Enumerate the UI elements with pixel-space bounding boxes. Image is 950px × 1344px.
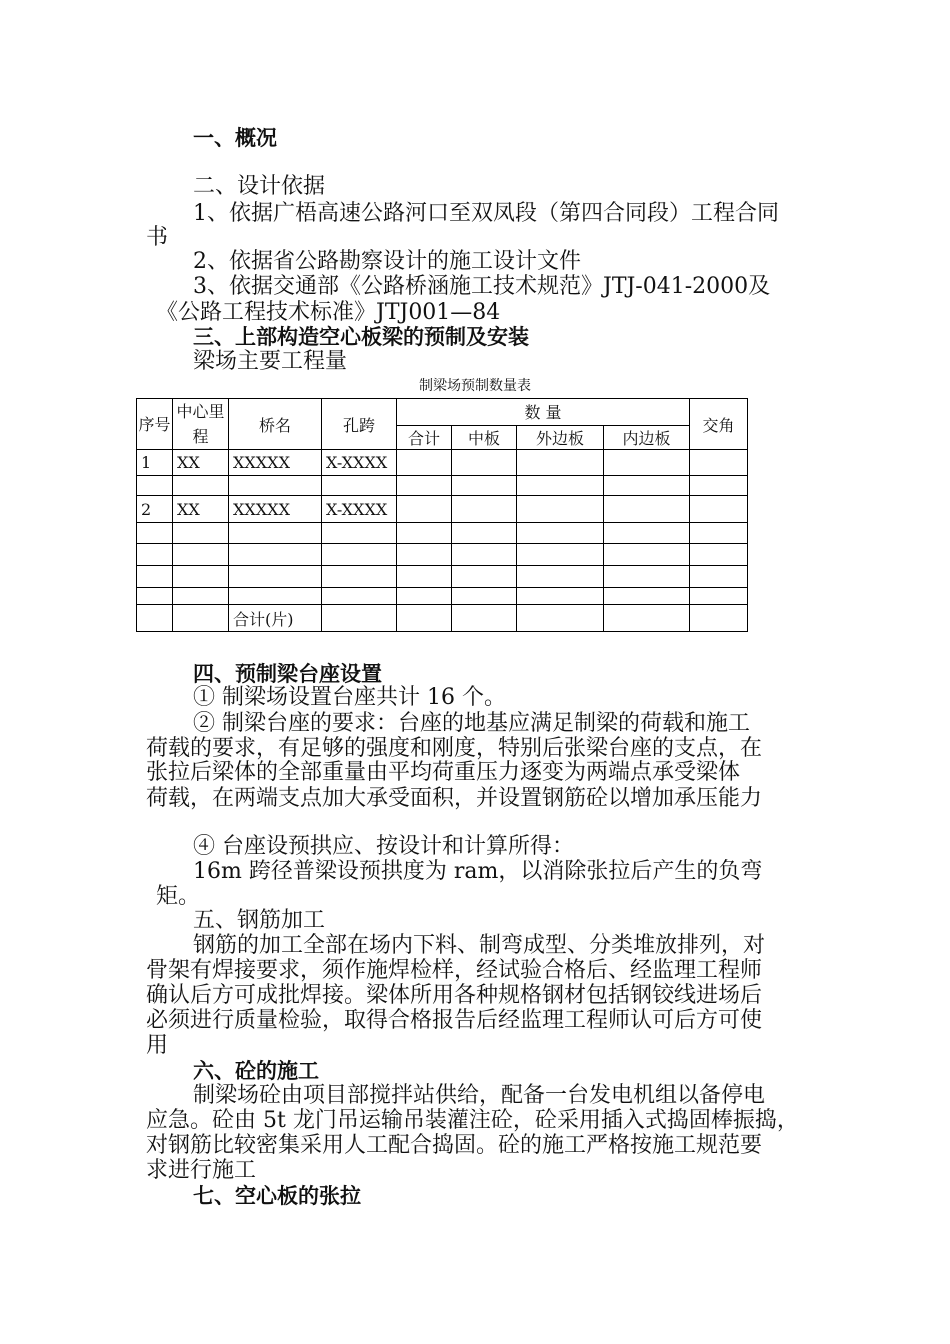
table-row: [137, 496, 748, 523]
table-cell: [452, 544, 517, 566]
pedestal-item-2: ② 制梁台座的要求：台座的地基应满足制梁的荷载和施工: [193, 711, 750, 736]
table-cell: [517, 450, 604, 476]
header-quantity: 数 量: [397, 399, 690, 426]
header-total: 合计: [397, 425, 452, 449]
table-cell: [137, 605, 173, 632]
table-cell: [690, 450, 748, 476]
header-angle: 交角: [690, 399, 748, 450]
table-cell: [229, 476, 322, 496]
table-cell: 2: [137, 496, 173, 523]
table-cell: [173, 566, 229, 588]
header-inner: 内边板: [604, 425, 690, 449]
table-cell: [690, 523, 748, 544]
table-row: [137, 450, 748, 476]
table-cell: [397, 496, 452, 523]
table-cell: [452, 588, 517, 605]
table-cell: [322, 588, 397, 605]
table-cell: [322, 523, 397, 544]
table-cell: [604, 523, 690, 544]
table-cell: [397, 476, 452, 496]
table-cell: XXXXX: [229, 450, 322, 476]
table-cell: [690, 566, 748, 588]
table-cell: XX: [173, 450, 229, 476]
table-cell: [604, 496, 690, 523]
heading-concrete: 六、砼的施工: [193, 1059, 319, 1083]
subheading-quantities: 梁场主要工程量: [193, 349, 348, 374]
table-cell: [517, 544, 604, 566]
table-cell: [452, 566, 517, 588]
table-cell: [452, 523, 517, 544]
table-cell: [322, 476, 397, 496]
table-cell: [397, 588, 452, 605]
table-cell: [517, 566, 604, 588]
header-seq: 序号: [137, 399, 173, 450]
table-row: [137, 566, 748, 588]
table-cell: XX: [173, 496, 229, 523]
basis-item-1-cont: 书: [146, 225, 169, 250]
table-cell: [517, 605, 604, 632]
table-cell: [397, 605, 452, 632]
concrete-line-2: 应急。砼由 5t 龙门吊运输吊装灌注砼，砼采用插入式捣固棒振捣，: [146, 1108, 799, 1133]
header-span: 孔跨: [322, 399, 397, 450]
table-cell: [173, 476, 229, 496]
heading-design-basis: 二、设计依据: [193, 174, 326, 199]
table-cell: [452, 450, 517, 476]
table-cell: [397, 566, 452, 588]
table-row: [137, 476, 748, 496]
pedestal-item-4: ④ 台座设预拱应、按设计和计算所得：: [193, 834, 574, 859]
pedestal-item-2-line2: 荷载的要求，有足够的强度和刚度，特别后张梁台座的支点，在: [146, 736, 763, 761]
table-cell: [137, 566, 173, 588]
table-row: [137, 605, 748, 632]
table-cell: [173, 523, 229, 544]
rebar-line-4: 必须进行质量检验，取得合格报告后经监理工程师认可后方可使: [146, 1008, 763, 1033]
header-outer: 外边板: [517, 425, 604, 449]
heading-overview: 一、概况: [193, 126, 277, 150]
concrete-line-3: 对钢筋比较密集采用人工配合捣固。砼的施工严格按施工规范要: [146, 1133, 763, 1158]
table-row: [137, 523, 748, 544]
table-cell: [229, 566, 322, 588]
rebar-line-3: 确认后方可成批焊接。梁体所用各种规格钢材包括钢铰线进场后: [146, 983, 763, 1008]
table-cell: [137, 476, 173, 496]
table-cell: [452, 496, 517, 523]
table-cell: [322, 605, 397, 632]
pedestal-item-1: ① 制梁场设置台座共计 16 个。: [193, 685, 506, 710]
rebar-line-5: 用: [146, 1033, 169, 1058]
basis-item-1: 1、依据广梧高速公路河口至双凤段（第四合同段）工程合同: [193, 201, 779, 226]
table-caption: 制梁场预制数量表: [419, 378, 531, 394]
table-cell: 合计(片): [229, 605, 322, 632]
rebar-line-2: 骨架有焊接要求，须作施焊检样，经试验合格后、经监理工程师: [146, 958, 763, 983]
table-cell: [173, 588, 229, 605]
basis-item-3: 3、依据交通部《公路桥涵施工技术规范》JTJ-041-2000及: [193, 274, 771, 299]
table-cell: [137, 523, 173, 544]
heading-rebar: 五、钢筋加工: [193, 908, 326, 933]
table-cell: [690, 476, 748, 496]
quantity-table: [136, 398, 748, 632]
heading-precast: 三、上部构造空心板梁的预制及安装: [193, 325, 529, 349]
table-cell: [604, 566, 690, 588]
table-cell: [690, 588, 748, 605]
table-cell: [322, 566, 397, 588]
pedestal-item-2-line3: 张拉后梁体的全部重量由平均荷重压力逐变为两端点承受梁体: [146, 760, 741, 785]
table-cell: [397, 523, 452, 544]
table-cell: 1: [137, 450, 173, 476]
pedestal-item-5: 16m 跨径普梁设预拱度为 ram，以消除张拉后产生的负弯: [193, 859, 763, 884]
rebar-line-1: 钢筋的加工全部在场内下料、制弯成型、分类堆放排列，对: [193, 933, 766, 958]
table-cell: [604, 588, 690, 605]
pedestal-item-5-cont: 矩。: [156, 884, 201, 909]
table-cell: [452, 605, 517, 632]
table-cell: [173, 605, 229, 632]
table-cell: [604, 450, 690, 476]
table-cell: [173, 544, 229, 566]
table-cell: [517, 588, 604, 605]
table-row: [137, 544, 748, 566]
table-cell: [229, 544, 322, 566]
table-cell: [690, 605, 748, 632]
table-cell: [229, 588, 322, 605]
header-bridge: 桥名: [229, 399, 322, 450]
table-cell: [397, 544, 452, 566]
table-cell: XXXXX: [229, 496, 322, 523]
heading-tensioning: 七、空心板的张拉: [193, 1184, 361, 1208]
table-cell: [517, 523, 604, 544]
table-cell: [322, 544, 397, 566]
concrete-line-4: 求进行施工: [146, 1158, 257, 1183]
table-cell: [137, 544, 173, 566]
table-cell: [604, 605, 690, 632]
table-row: [137, 588, 748, 605]
table-cell: [604, 476, 690, 496]
heading-pedestal: 四、预制梁台座设置: [193, 662, 382, 686]
table-cell: X-XXXX: [322, 450, 397, 476]
table-cell: [397, 450, 452, 476]
table-cell: [517, 496, 604, 523]
table-cell: [604, 544, 690, 566]
header-middle: 中板: [452, 425, 517, 449]
concrete-line-1: 制梁场砼由项目部搅拌站供给，配备一台发电机组以备停电: [193, 1083, 766, 1108]
pedestal-item-2-line4: 荷载，在两端支点加大承受面积，并设置钢筋砼以增加承压能力: [146, 786, 763, 811]
table-cell: [452, 476, 517, 496]
table-cell: [229, 523, 322, 544]
header-mileage: 中心里程: [173, 399, 229, 450]
basis-item-3-cont: 《公路工程技术标准》JTJ001—84: [156, 300, 501, 325]
table-cell: [690, 544, 748, 566]
table-cell: [517, 476, 604, 496]
table-cell: X-XXXX: [322, 496, 397, 523]
table-cell: [137, 588, 173, 605]
table-cell: [690, 496, 748, 523]
basis-item-2: 2、依据省公路勘察设计的施工设计文件: [193, 249, 581, 274]
